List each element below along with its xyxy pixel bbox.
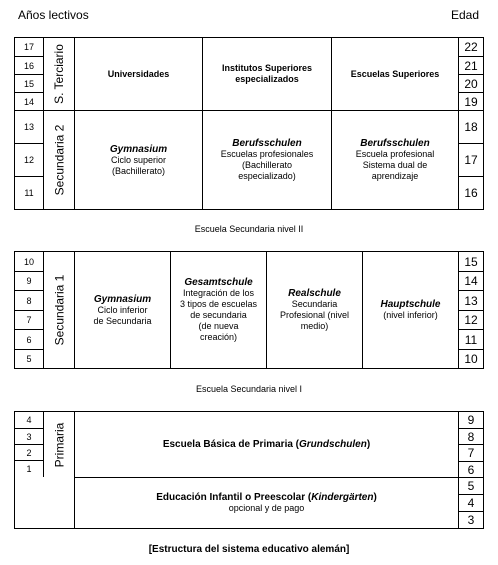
years-header: Años lectivos — [18, 8, 89, 22]
primary-age: 8 — [458, 428, 483, 444]
sec1-age: 15 — [458, 252, 483, 271]
hauptschule-cell: Hauptschule (nivel inferior) — [362, 252, 458, 368]
infant-age: 4 — [458, 494, 483, 511]
berufsschulen-dual-cell: Berufsschulen Escuela profesional Sistema dual de aprendizaje — [331, 111, 458, 209]
sec1-age: 13 — [458, 290, 483, 310]
berufsschulen-cell: Berufsschulen Escuelas profesionales (Bachillerato especializado) — [202, 111, 331, 209]
sec1-year: 7 — [15, 310, 43, 329]
sec1-year: 8 — [15, 290, 43, 310]
institutos-cell: Institutos Superiores especializados — [202, 38, 331, 110]
tertiary-year: 17 — [23, 42, 34, 52]
escuelas-superiores-cell: Escuelas Superiores — [331, 38, 458, 110]
sec1-age: 12 — [458, 310, 483, 329]
secondary-level-1-caption: Escuela Secundaria nivel I — [195, 384, 303, 394]
sec1-age: 14 — [458, 271, 483, 290]
kindergarten-cell: Educación Infantil o Preescolar (Kindergärten) opcional y de pago — [74, 477, 458, 528]
realschule-cell: Realschule Secundaria Profesional (nivel medio) — [266, 252, 362, 368]
sec1-year: 5 — [15, 349, 43, 368]
sec2-year: 13 — [23, 122, 34, 132]
tertiary-age: 19 — [458, 92, 483, 110]
sec1-year: 6 — [15, 329, 43, 349]
diagram-caption: [Estructura del sistema educativo alemán] — [148, 544, 350, 555]
tertiary-age: 21 — [458, 56, 483, 74]
tertiary-label: S. Terciario — [43, 38, 74, 110]
age-header: Edad — [451, 8, 480, 22]
primary-year: 4 — [26, 415, 32, 425]
secundaria-2-block — [14, 111, 484, 210]
grundschulen-cell: Escuela Básica de Primaria (Grundschulen) — [74, 412, 458, 477]
sec1-year: 9 — [15, 271, 43, 290]
primary-age: 7 — [458, 444, 483, 461]
sec2-year: 12 — [15, 143, 43, 176]
tertiary-year: 16 — [15, 56, 43, 74]
tertiary-block — [14, 37, 484, 111]
infant-age: 5 — [458, 477, 483, 494]
sec2-age: 18 — [458, 111, 483, 143]
primary-year: 3 — [15, 428, 43, 444]
gesamtschule-cell: Gesamtschule Integración de los 3 tipos de escuelas de secundaria (de nueva creación) — [170, 252, 266, 368]
primary-year: 2 — [15, 444, 43, 460]
sec1-age: 11 — [458, 329, 483, 349]
tertiary-age: 22 — [458, 38, 483, 56]
infant-age: 3 — [458, 511, 483, 528]
sec1-label: Secundaria 1 — [43, 252, 74, 368]
gymnasium-lower-cell: Gymnasium Ciclo inferior de Secundaria — [74, 252, 170, 368]
sec2-label: Secundaria 2 — [43, 111, 74, 209]
primary-year: 1 — [15, 460, 43, 477]
gymnasium-upper-cell: Gymnasium Ciclo superior (Bachillerato) — [74, 111, 202, 209]
secundaria-1-block — [14, 251, 484, 369]
primary-age: 6 — [458, 461, 483, 477]
secondary-level-2-caption: Escuela Secundaria nivel II — [194, 224, 304, 234]
sec2-age: 16 — [458, 176, 483, 209]
sec1-year: 10 — [23, 256, 34, 267]
primary-label: Primaria — [43, 412, 74, 477]
tertiary-year: 15 — [15, 74, 43, 92]
primary-age: 9 — [458, 412, 483, 428]
tertiary-age: 20 — [458, 74, 483, 92]
primary-block — [14, 411, 484, 529]
sec2-year: 11 — [15, 176, 43, 209]
universidades-cell: Universidades — [74, 38, 202, 110]
sec1-age: 10 — [458, 349, 483, 368]
sec2-age: 17 — [458, 143, 483, 176]
tertiary-year: 14 — [15, 92, 43, 111]
